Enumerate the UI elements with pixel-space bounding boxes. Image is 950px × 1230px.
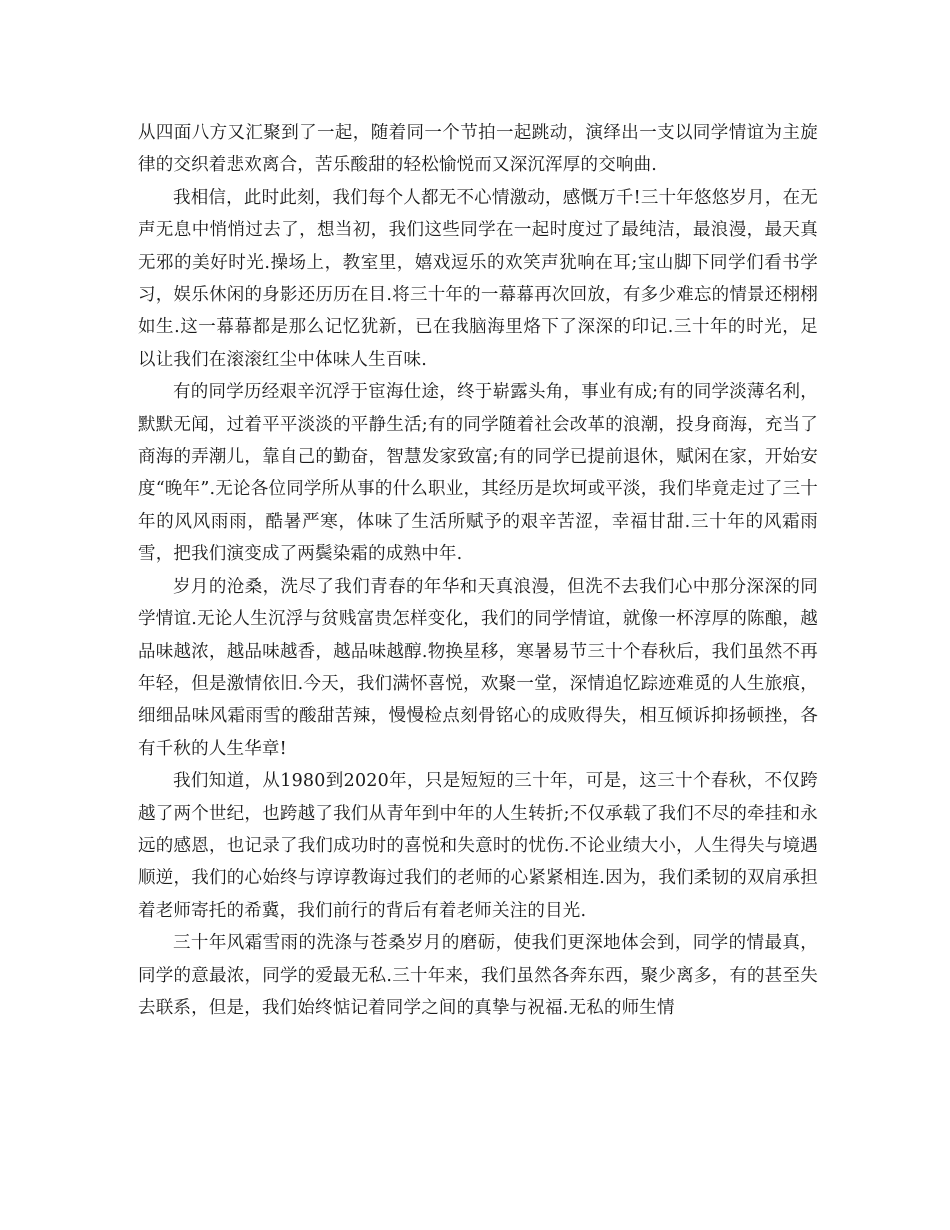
paragraph-4: 岁月的沧桑，洗尽了我们青春的年华和天真浪漫，但洗不去我们心中那分深深的同学情谊.无论人生沉浮与贫贱富贵怎样变化，我们的同学情谊，就像一杯淳厚的陈酿，越品味越浓，越品味越香，越品味越醇.物换星移，寒暑易节三十个春秋后，我们虽然不再年轻，但是激情依旧.今天，我们满怀喜悦，欢聚一堂，深情追忆踪迹难觅的人生旅痕，细细品味风霜雨雪的酸甜苦辣，慢慢检点刻骨铭心的成败得失，相互倾诉抑扬顿挫，各有千秋的人生华章! <box>138 576 818 759</box>
paragraph-3: 有的同学历经艰辛沉浮于宦海仕途，终于崭露头角，事业有成;有的同学淡薄名利，默默无闻，过着平平淡淡的平静生活;有的同学随着社会改革的浪潮，投身商海，充当了商海的弄潮儿，靠自己的勤奋，智慧发家致富;有的同学已提前退休，赋闲在家，开始安度“晚年”.无论各位同学所从事的什么职业，其经历是坎坷或平淡，我们毕竟走过了三十年的风风雨雨，酷暑严寒，体味了生活所赋予的艰辛苦涩，幸福甘甜.三十年的风霜雨雪，把我们演变成了两鬓染霜的成熟中年. <box>138 382 818 565</box>
paragraph-1: 从四面八方又汇聚到了一起，随着同一个节拍一起跳动，演绎出一支以同学情谊为主旋律的交织着悲欢离合，苦乐酸甜的轻松愉悦而又深沉浑厚的交响曲. <box>138 123 818 176</box>
paragraph-6: 三十年风霜雪雨的洗涤与苍桑岁月的磨砺，使我们更深地体会到，同学的情最真，同学的意最浓，同学的爱最无私.三十年来，我们虽然各奔东西，聚少离多，有的甚至失去联系，但是，我们始终惦记着同学之间的真挚与祝福.无私的师生情 <box>138 933 818 1018</box>
paragraph-2: 我相信，此时此刻，我们每个人都无不心情激动，感慨万千!三十年悠悠岁月，在无声无息中悄悄过去了，想当初，我们这些同学在一起时度过了最纯洁，最浪漫，最天真无邪的美好时光.操场上，教室里，嬉戏逗乐的欢笑声犹响在耳;宝山脚下同学们看书学习，娱乐休闲的身影还历历在目.将三十年的一幕幕再次回放，有多少难忘的情景还栩栩如生.这一幕幕都是那么记忆犹新，已在我脑海里烙下了深深的印记.三十年的时光，足以让我们在滚滚红尘中体味人生百味. <box>138 187 818 370</box>
document-body <box>138 117 818 1024</box>
paragraph-5: 我们知道，从1980到2020年，只是短短的三十年，可是，这三十个春秋，不仅跨越了两个世纪，也跨越了我们从青年到中年的人生转折;不仅承载了我们不尽的牵挂和永远的感恩，也记录了我们成功时的喜悦和失意时的忧伤.不论业绩大小，人生得失与境遇顺逆，我们的心始终与谆谆教诲过我们的老师的心紧紧相连.因为，我们柔韧的双肩承担着老师寄托的希冀，我们前行的背后有着老师关注的目光. <box>138 771 818 921</box>
